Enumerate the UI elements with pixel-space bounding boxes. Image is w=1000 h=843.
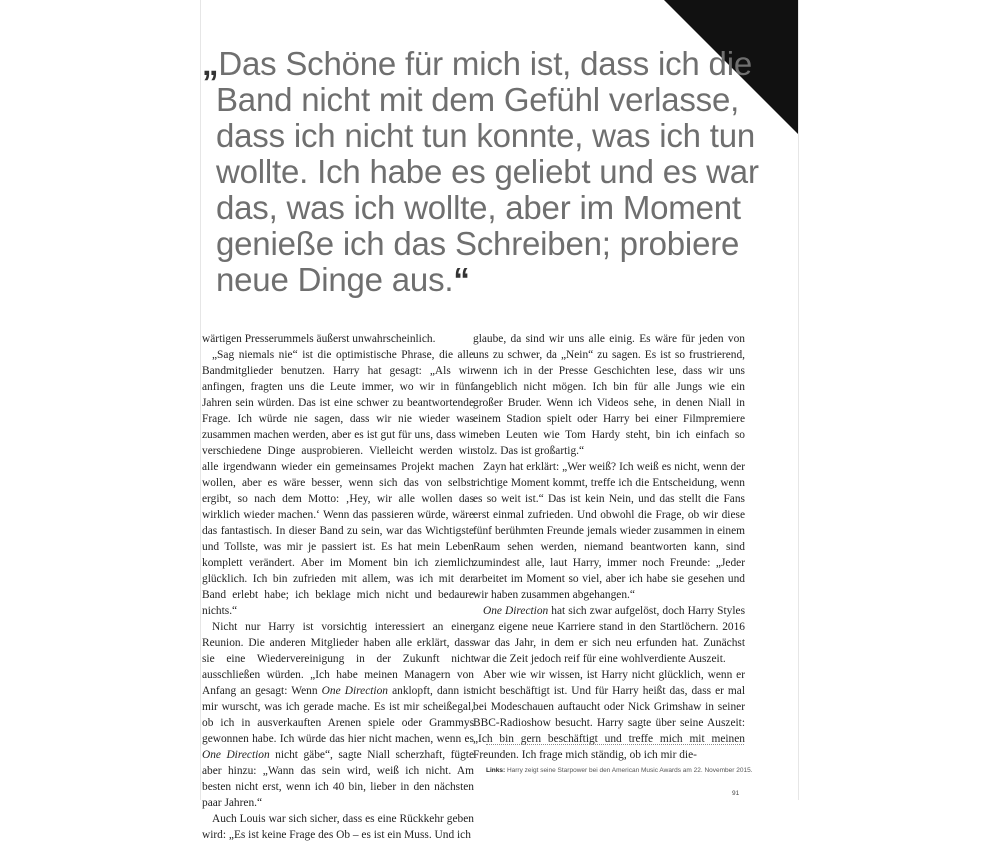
- pull-quote-line: Band nicht mit dem Gefühl verlasse,: [216, 81, 740, 118]
- closing-quote-mark: “: [453, 261, 470, 298]
- pull-quote-line: neue Dinge aus.“: [216, 261, 470, 298]
- pull-quote-line: wollte. Ich habe es geliebt und es war: [216, 153, 759, 190]
- caption-divider: [486, 744, 744, 745]
- article-column-left: [202, 331, 474, 843]
- band-name: One Direction: [202, 749, 270, 761]
- paragraph: Auch Louis war sich sicher, dass es eine Rückkehr geben wird: „Es ist keine Frage des Ob – es ist ein Muss. Und ich: [202, 813, 474, 841]
- article-column-right: [473, 331, 745, 763]
- pull-quote-line: das, was ich wollte, aber im Moment: [216, 189, 741, 226]
- paragraph: „Sag niemals nie“ ist die optimistische Phrase, die alle Bandmitglieder benutzen. Harry hat gesagt: „Als wir anfingen, fragten uns die Leute immer, wo wir in fünf Jahren sein würden. Das ist eine schwer zu beantwortende Frage. Ich würde nie sagen, dass wir nie wieder was zusammen machen werden, aber es ist gut für uns, dass wir verschiedene Dinge ausprobieren. Vielleicht werden wir alle irgendwann wieder ein gemeinsames Projekt machen wollen, aber es wäre besser, wenn sich das von selbst ergibt, so nach dem Motto: ‚Hey, wir alle wollen das wirklich wieder machen.‘ Wenn das passieren würde, wäre das fantastisch. In dieser Band zu sein, war das Wichtigste und Tollste, was mir je passiert ist. Es hat mein Leben komplett verändert. Aber im Moment bin ich ziemlich glücklich. Ich bin zufrieden mit allem, was ich mit der Band erlebt habe; ich beklage mich nicht und bedaure nichts.“: [202, 349, 474, 617]
- pull-quote: [202, 45, 759, 298]
- caption-label: Links:: [486, 767, 506, 774]
- pull-quote-line: „Das Schöne für mich ist, dass ich die: [202, 45, 752, 82]
- band-name: One Direction: [321, 685, 388, 697]
- opening-quote-mark: „: [202, 45, 219, 82]
- caption-text: Harry zeigt seine Starpower bei den American Music Awards am 22. November 2015.: [505, 767, 753, 774]
- photo-caption: [486, 766, 776, 775]
- paragraph: One Direction hat sich zwar aufgelöst, doch Harry Styles ganz eigene neue Karriere stand in den Startlöchern. 2016 war das Jahr, in dem er sich neu erfunden hat. Zunächst war die Zeit jedoch reif für eine wohlverdiente Auszeit.: [473, 605, 746, 665]
- pull-quote-line: dass ich nicht tun konnte, was ich tun: [216, 117, 756, 154]
- paragraph: glaube, da sind wir uns alle einig. Es wäre für jeden von uns zu schwer, da „Nein“ zu sagen. Es ist so frustrierend, wenn ich in der Presse Geschichten lese, dass wir uns angeblich nicht mögen. Ich bin für alle Jungs wie ein großer Bruder. Wenn ich Videos sehe, in denen Niall in einem Stadion spielt oder Harry bei einer Filmpremiere neben Leuten wie Tom Hardy steht, bin ich einfach so stolz. Das ist großartig.“: [473, 333, 745, 457]
- paragraph: Zayn hat erklärt: „Wer weiß? Ich weiß es nicht, wenn der richtige Moment kommt, treffe ich die Entscheidung, wenn es so weit ist.“ Das ist kein Nein, und das stellt die Fans erst einmal zufrieden. Und obwohl die Frage, ob wir diese fünf berühmten Freunde jemals wieder zusammen in einem Raum sehen werden, niemand beantworten kann, sind zumindest alle, laut Harry, immer noch Freunde: „Jeder arbeitet im Moment so viel, aber ich habe sie gesehen und wir haben zusammen abgehangen.“: [473, 461, 745, 601]
- paragraph: Nicht nur Harry ist vorsichtig interessiert an einer Reunion. Die anderen Mitglieder haben alle erklärt, dass sie eine Wiedervereinigung in der Zukunft nicht ausschließen würden. „Ich habe meinen Managern von Anfang an gesagt: Wenn One Direction anklopft, dann ist mir wurscht, was ich gerade mache. Es ist mir scheißegal, ob ich in ausverkauften Arenen spiele oder Grammys gewonnen habe. Ich würde das hier nicht machen, wenn es One Direction nicht gäbe“, sagte Niall scherzhaft, fügte aber hinzu: „Wann das sein wird, weiß ich nicht. Am besten nicht erst, wenn ich 40 bin, lieber in den nächsten paar Jahren.“: [202, 621, 475, 809]
- pull-quote-line: genieße ich das Schreiben; probiere: [216, 225, 740, 262]
- paragraph: Aber wie wir wissen, ist Harry nicht glücklich, wenn er nicht beschäftigt ist. Und für Harry heißt das, dass er mal bei Modeschauen auftaucht oder Nick Grimshaw in seiner BBC-Radioshow besucht. Harry sagte über seine Auszeit: „Ich bin gern beschäftigt und treffe mich mit meinen Freunden. Ich frage mich ständig, ob ich mir die-: [473, 669, 745, 761]
- band-name: One Direction: [483, 605, 549, 617]
- paragraph: wärtigen Presserummels äußerst unwahrscheinlich.: [202, 333, 436, 345]
- page-number: 91: [732, 790, 740, 797]
